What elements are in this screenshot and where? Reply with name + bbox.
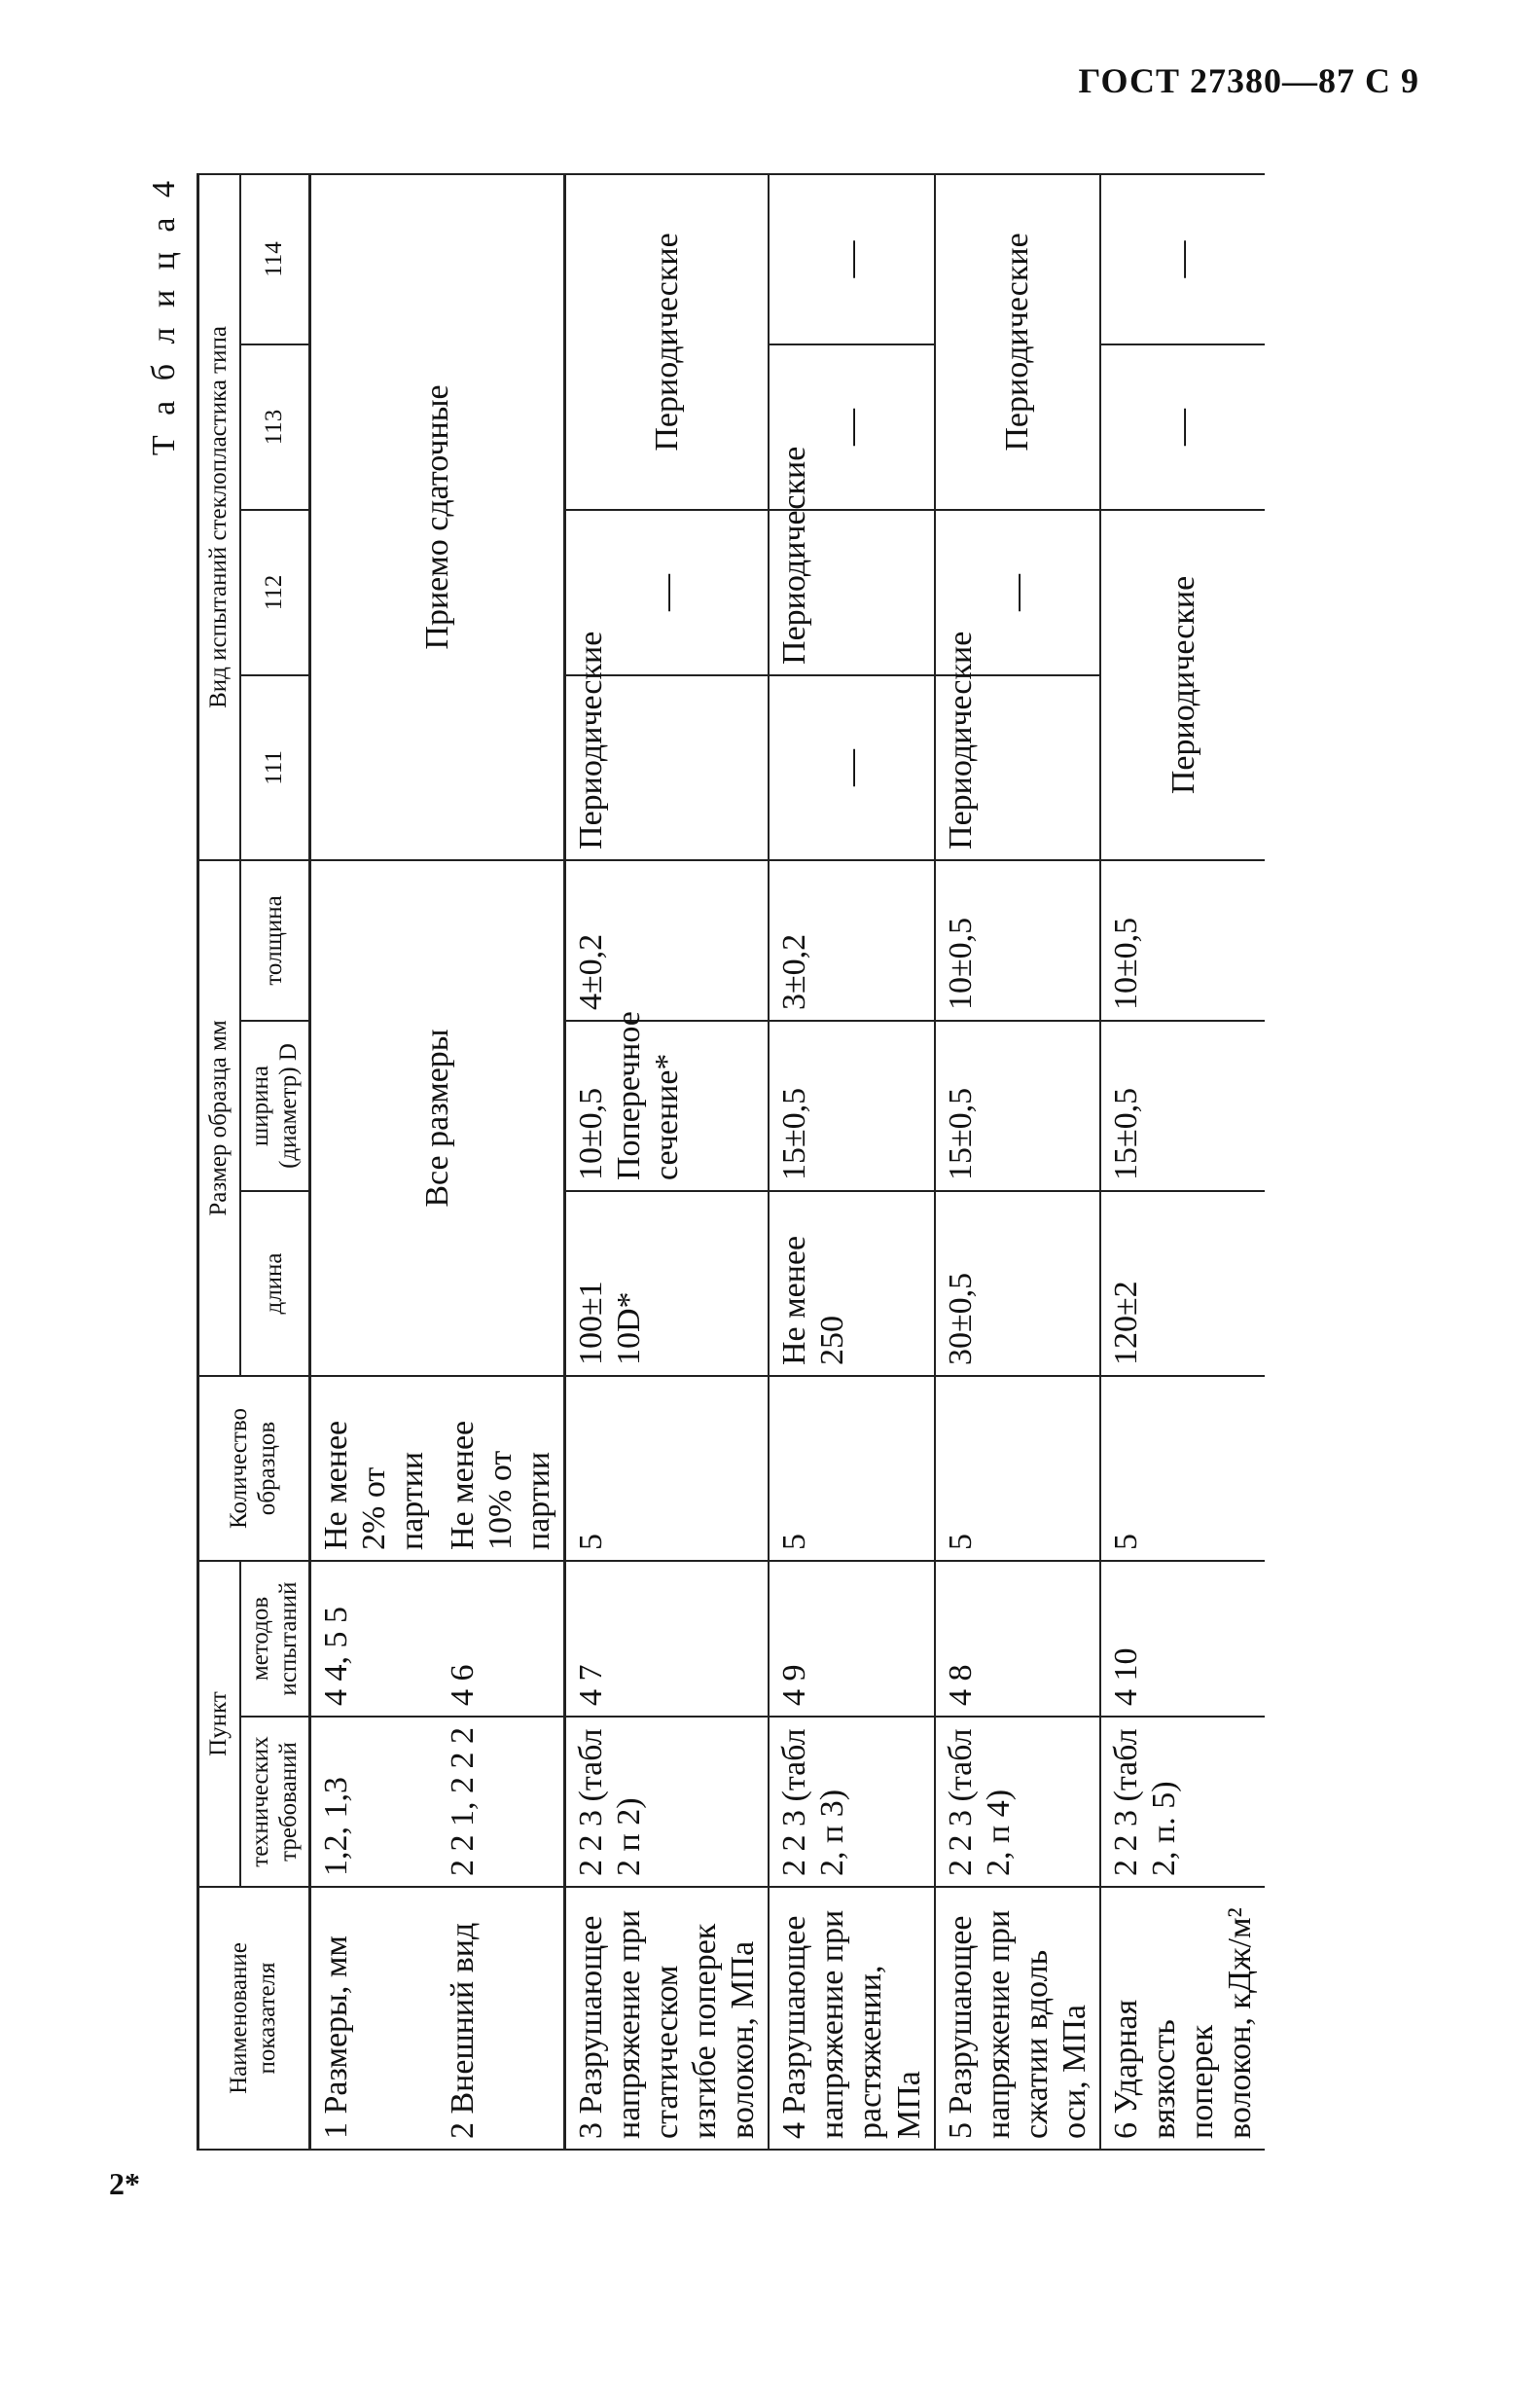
acceptance-cell: Приемо сдаточные (310, 174, 565, 860)
row6-width: 15±0,5 (1100, 1021, 1265, 1191)
header-type-111: 111 (240, 675, 310, 860)
row2-method: 4 6 (438, 1561, 565, 1717)
page-footer: 2* (109, 2166, 140, 2201)
row5-name: 5 Разрушающее напряжение при сжатии вдоль оси, МПа (935, 1887, 1100, 2150)
table-row (564, 174, 769, 2150)
spec-table (197, 173, 1265, 2151)
row1-count: Не менее 2% от партии (310, 1376, 438, 1561)
row6-thickness: 10±0,5 (1100, 860, 1265, 1021)
row6-name: 6 Ударная вязкость поперек волокон, кДж/м² (1100, 1887, 1265, 2150)
row3-length: 100±1 10D* (564, 1191, 769, 1376)
all-sizes-cell: Все размеры (310, 860, 565, 1376)
row5-count: 5 (935, 1376, 1100, 1561)
header-length: длина (240, 1191, 310, 1376)
header-punkt: Пункт (198, 1561, 240, 1887)
row4-width: 15±0,5 (769, 1021, 934, 1191)
header-methods: методов испытаний (240, 1561, 310, 1717)
row5-t113-114: Периодические (935, 174, 1100, 510)
row6-method: 4 10 (1100, 1561, 1265, 1717)
row5-method: 4 8 (935, 1561, 1100, 1717)
row4-t113: — (769, 344, 934, 510)
row3-t111: Периодические (564, 675, 769, 860)
row5-width: 15±0,5 (935, 1021, 1100, 1191)
row3-t113-114: Периодические (564, 174, 769, 510)
row1-method: 4 4, 5 5 (310, 1561, 438, 1717)
table-row (1100, 174, 1265, 2150)
header-name: Наименование показателя (198, 1887, 310, 2150)
header-tech-req: технических требований (240, 1717, 310, 1887)
header-type-112: 112 (240, 510, 310, 675)
row2-count: Не менее 10% от партии (438, 1376, 565, 1561)
row3-width-value: 10±0,5 (572, 1087, 609, 1180)
row3-t112: — (564, 510, 769, 675)
header-type-114: 114 (240, 174, 310, 344)
row6-t111-112: Периодические (1100, 510, 1265, 860)
row5-tech: 2 2 3 (табл 2, п 4) (935, 1717, 1100, 1887)
row4-thickness: 3±0,2 (769, 860, 934, 1021)
row3-cross-section: Поперечное сечение* (610, 1011, 685, 1180)
row6-tech: 2 2 3 (табл 2, п. 5) (1100, 1717, 1265, 1887)
row5-length: 30±0,5 (935, 1191, 1100, 1376)
row3-method: 4 7 (564, 1561, 769, 1717)
header-size: Размер образца мм (198, 860, 240, 1376)
row6-t113: — (1100, 344, 1265, 510)
row4-t111: — (769, 675, 934, 860)
row1-tech: 1,2, 1,3 (310, 1717, 438, 1887)
row3-count: 5 (564, 1376, 769, 1561)
row3-name: 3 Разрушающее напряжение при статическом изгибе поперек волокон, МПа (564, 1887, 769, 2150)
row1-name: 1 Размеры, мм (310, 1887, 438, 2150)
table-row (769, 174, 934, 2150)
row3-tech: 2 2 3 (табл 2 п 2) (564, 1717, 769, 1887)
header-test-type: Вид испытаний стеклопластика типа (198, 174, 240, 860)
row5-t112: — (935, 510, 1100, 675)
header-width: ширина (диаметр) D (240, 1021, 310, 1191)
row4-name: 4 Разрушающее напряжение при растяжении, МПа (769, 1887, 934, 2150)
table-row (935, 174, 1100, 2150)
row4-t112: Периодические (769, 510, 934, 675)
row6-t114: — (1100, 174, 1265, 344)
table-title: Т а б л и ц а 4 (146, 175, 182, 456)
row5-t111: Периодические (935, 675, 1100, 860)
row4-count: 5 (769, 1376, 934, 1561)
row4-t114: — (769, 174, 934, 344)
table-row (310, 174, 438, 2150)
row2-name: 2 Внешний вид (438, 1887, 565, 2150)
header-count: Количество образцов (198, 1376, 310, 1561)
row2-tech: 2 2 1, 2 2 2 (438, 1717, 565, 1887)
row3-thickness: 4±0,2 (564, 860, 769, 1021)
header-type-113: 113 (240, 344, 310, 510)
row5-thickness: 10±0,5 (935, 860, 1100, 1021)
row4-length: Не менее 250 (769, 1191, 934, 1376)
row4-tech: 2 2 3 (табл 2, п 3) (769, 1717, 934, 1887)
row3-width (564, 1011, 769, 1191)
row4-method: 4 9 (769, 1561, 934, 1717)
row6-length: 120±2 (1100, 1191, 1265, 1376)
header-thickness: толщина (240, 860, 310, 1021)
row6-count: 5 (1100, 1376, 1265, 1561)
rotated-table-block (146, 175, 1411, 2151)
page-header: ГОСТ 27380—87 С 9 (1078, 61, 1419, 100)
